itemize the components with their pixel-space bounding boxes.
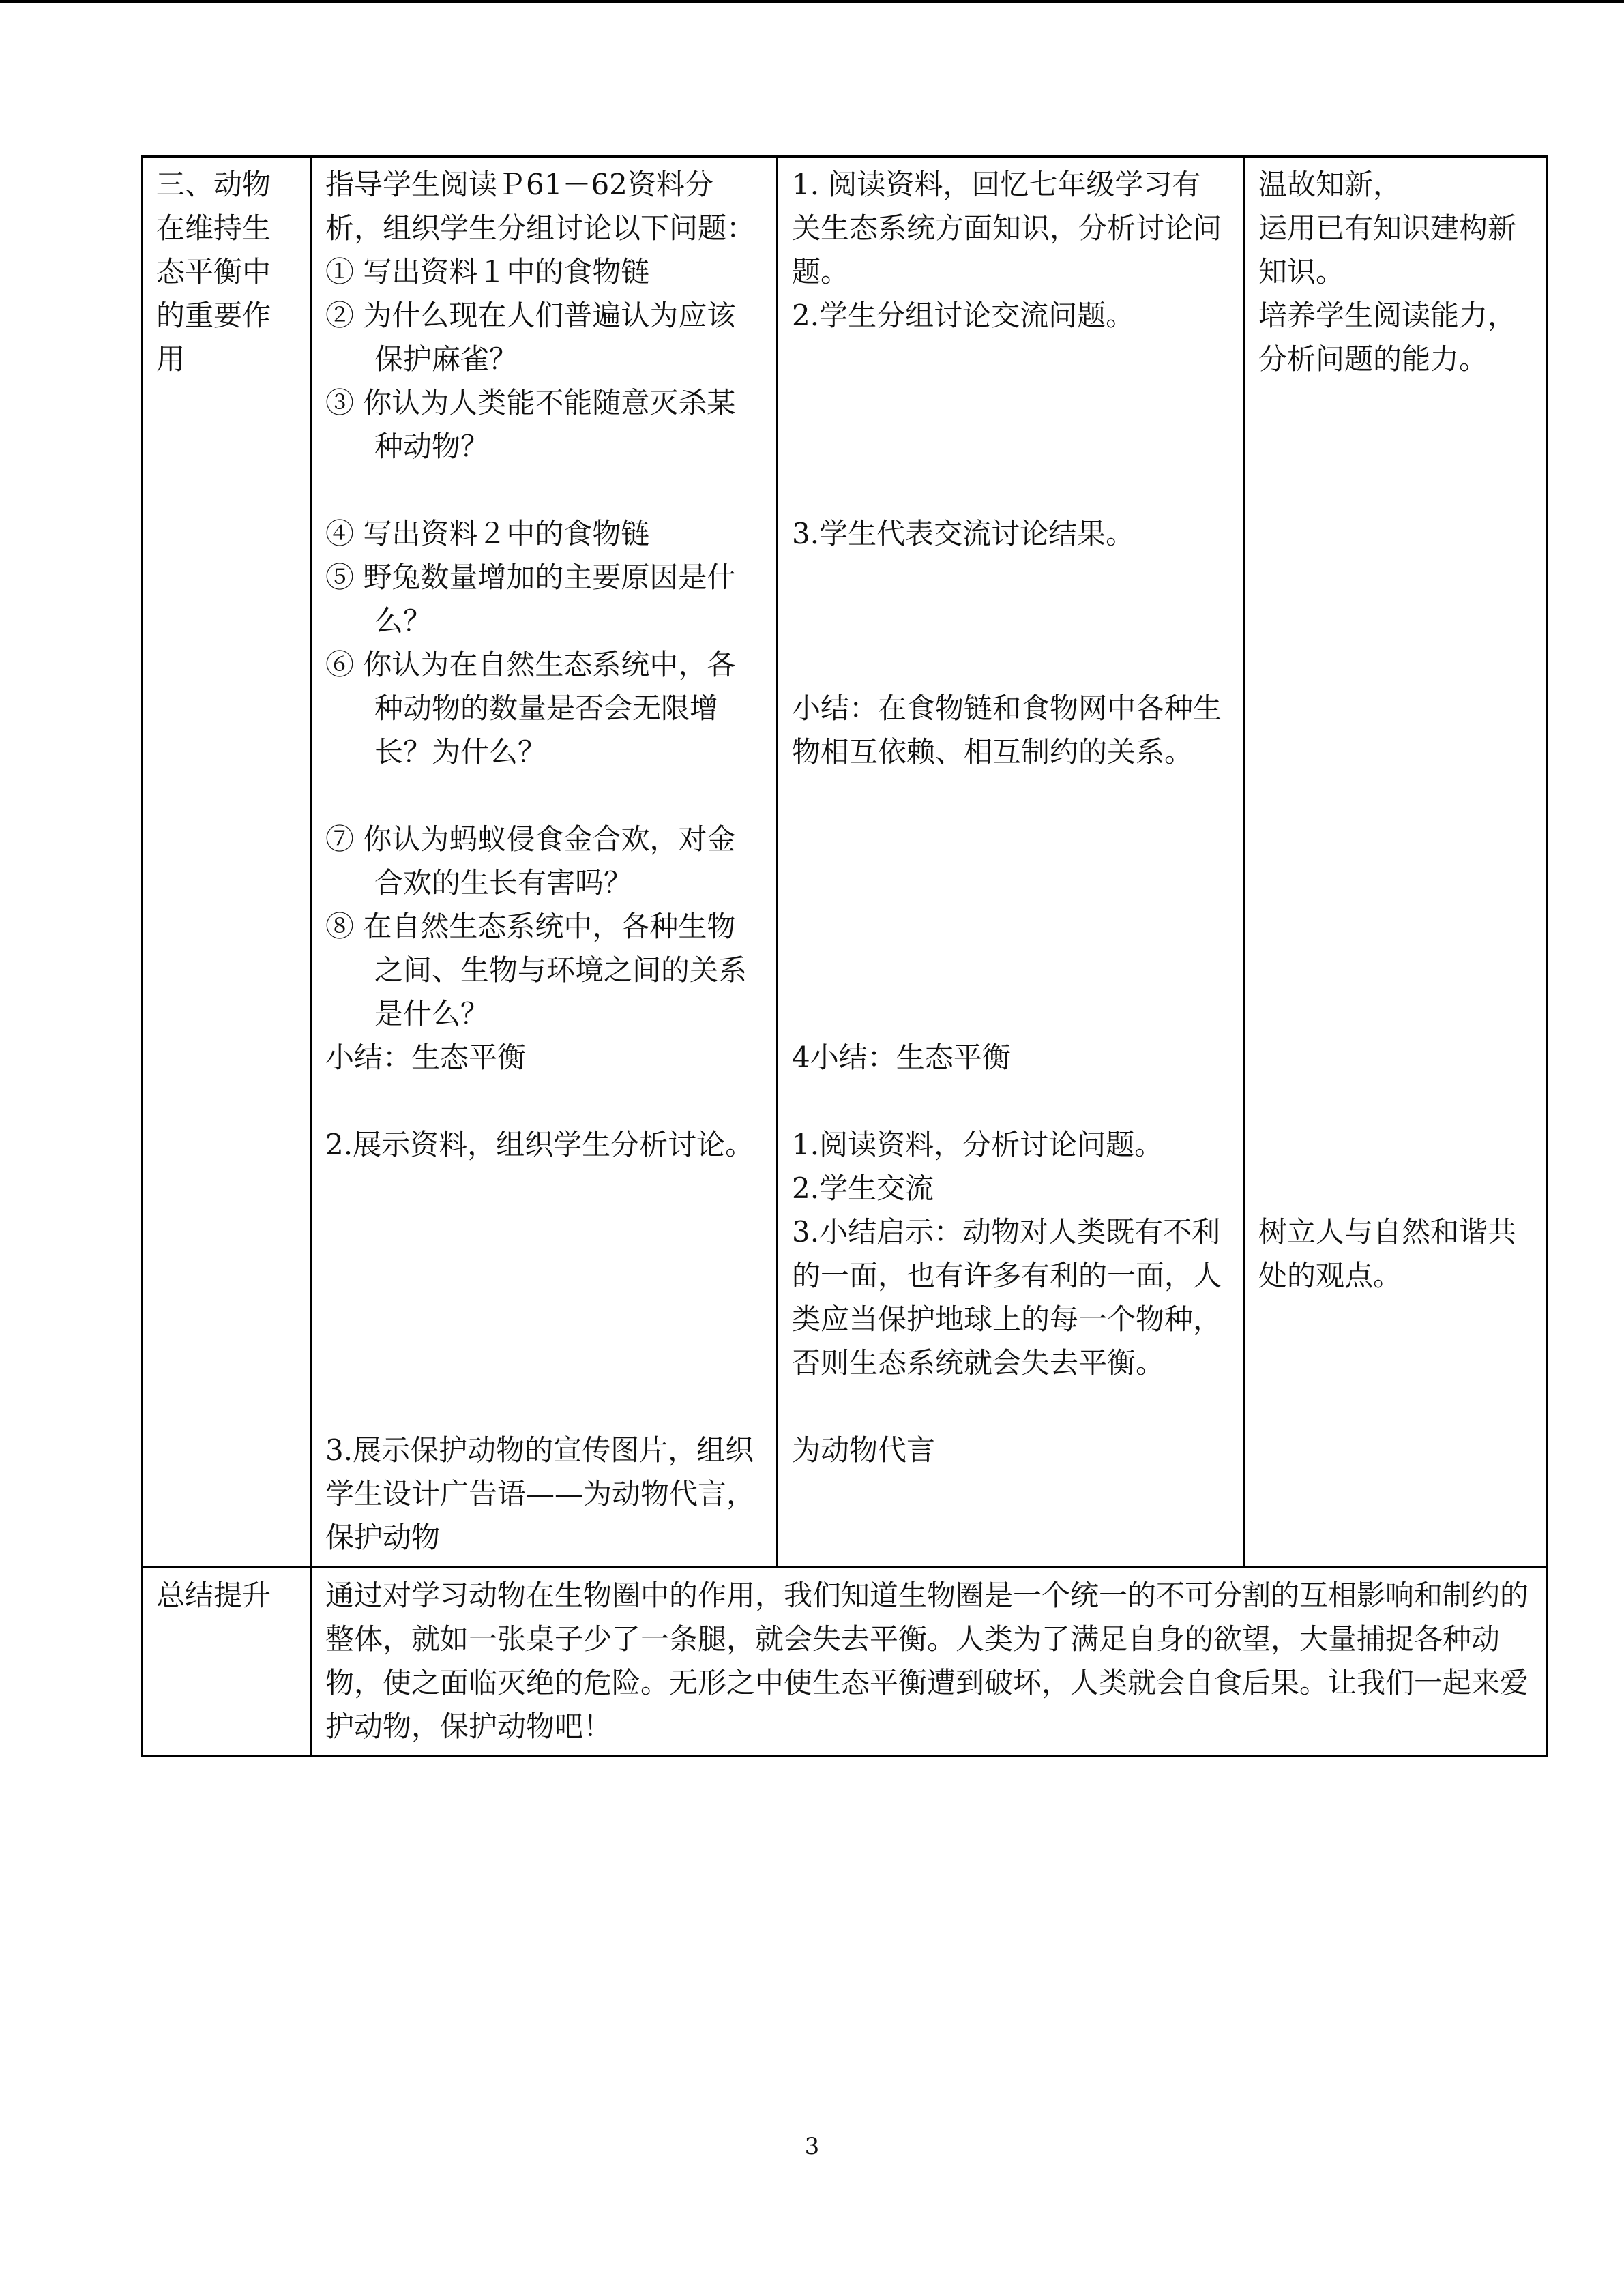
table-row-ecological-balance [142, 157, 1547, 1568]
spacer [792, 556, 1229, 599]
intent-3: 培养学生阅读能力，分析问题的能力。 [1258, 299, 1517, 376]
spacer [792, 1385, 1229, 1429]
spacer [1258, 1036, 1532, 1079]
spacer [792, 381, 1229, 425]
intent-4: 树立人与自然和谐共处的观点。 [1258, 1215, 1517, 1292]
spacer [792, 599, 1229, 643]
spacer [1258, 425, 1532, 468]
student-step-2: 2.学生分组讨论交流问题。 [792, 299, 1135, 332]
intent-2: 运用已有知识建构新知识。 [1258, 211, 1517, 288]
spacer [325, 1167, 763, 1210]
student-summary: 小结：在食物链和食物网中各种生物相互依赖、相互制约的关系。 [792, 691, 1222, 769]
spacer [325, 1385, 763, 1429]
spacer [1258, 1123, 1532, 1167]
spacer [1258, 468, 1532, 512]
student-part2-step-2: 2.学生交流 [792, 1172, 934, 1205]
question-8: ⑧ 在自然生态系统中，各种生物之间、生物与环境之间的关系是什么？ [325, 910, 748, 1030]
spacer [1258, 949, 1532, 992]
question-4: ④ 写出资料２中的食物链 [325, 517, 650, 550]
spacer [792, 818, 1229, 861]
spacer [1258, 1079, 1532, 1123]
spacer [1258, 512, 1532, 556]
summary-stage-title: 总结提升 [156, 1579, 271, 1612]
spacer [1258, 1167, 1532, 1210]
spacer [792, 468, 1229, 512]
lesson-plan-table [141, 155, 1548, 1757]
spacer [792, 1079, 1229, 1123]
question-6: ⑥ 你认为在自然生态系统中，各种动物的数量是否会无限增长？为什么？ [325, 648, 736, 769]
question-5: ⑤ 野兔数量增加的主要原因是什么？ [325, 561, 736, 638]
spacer [792, 992, 1229, 1036]
spacer [325, 1210, 763, 1254]
spacer [325, 1079, 763, 1123]
stage-title: 三、动物在维持生态平衡中的重要作用 [156, 168, 271, 376]
spacer [325, 1341, 763, 1385]
spacer [792, 425, 1229, 468]
spacer [1258, 818, 1532, 861]
spacer [1258, 730, 1532, 774]
page-number: 3 [804, 2133, 820, 2160]
spacer [792, 949, 1229, 992]
spacer [792, 643, 1229, 687]
stage-cell [142, 157, 311, 1568]
teacher-intro: 指导学生阅读Ｐ61－62资料分析，组织学生分组讨论以下问题： [325, 168, 756, 245]
spacer [325, 1298, 763, 1341]
spacer [325, 1254, 763, 1298]
spacer [1258, 687, 1532, 730]
spacer [1258, 381, 1532, 425]
question-1: ① 写出资料１中的食物链 [325, 255, 650, 288]
question-3: ③ 你认为人类能不能随意灭杀某种动物？ [325, 386, 736, 463]
teacher-activity-cell [311, 157, 778, 1568]
intent-1: 温故知新， [1258, 168, 1402, 201]
teacher-part-2: 2.展示资料，组织学生分析讨论。 [325, 1128, 754, 1161]
student-part2-step-1: 1.阅读资料，分析讨论问题。 [792, 1128, 1164, 1161]
spacer [1258, 861, 1532, 905]
student-step-3: 3.学生代表交流讨论结果。 [792, 517, 1135, 550]
top-border-line [0, 0, 1624, 3]
spacer [792, 338, 1229, 381]
spacer [1258, 905, 1532, 949]
spacer [1258, 599, 1532, 643]
question-7: ⑦ 你认为蚂蚁侵食金合欢，对金合欢的生长有害吗？ [325, 822, 736, 899]
student-part2-step-3: 3.小结启示：动物对人类既有不利的一面，也有许多有利的一面，人类应当保护地球上的每一个物种，否则生态系统就会失去平衡。 [792, 1215, 1222, 1380]
spacer [1258, 556, 1532, 599]
summary-content-cell [311, 1568, 1547, 1757]
spacer [792, 774, 1229, 818]
table-row-summary [142, 1568, 1547, 1757]
spacer [792, 861, 1229, 905]
student-step-1: 1. 阅读资料，回忆七年级学习有关生态系统方面知识，分析讨论问题。 [792, 168, 1222, 288]
student-part3: 为动物代言 [792, 1433, 936, 1467]
spacer [1258, 992, 1532, 1036]
summary-content: 通过对学习动物在生物圈中的作用，我们知道生物圈是一个统一的不可分割的互相影响和制约的整体，就如一张桌子少了一条腿，就会失去平衡。人类为了满足自身的欲望，大量捕捉各种动物，使之面临灭绝的危险。无形之中使生态平衡遭到破坏，人类就会自食后果。让我们一起来爱护动物，保护动物吧！ [325, 1579, 1529, 1743]
spacer [325, 468, 763, 512]
question-2: ② 为什么现在人们普遍认为应该保护麻雀？ [325, 299, 736, 376]
design-intent-cell [1244, 157, 1547, 1568]
spacer [1258, 643, 1532, 687]
spacer [792, 905, 1229, 949]
student-activity-cell [778, 157, 1244, 1568]
teacher-summary: 小结：生态平衡 [325, 1041, 527, 1074]
student-step-4: 4小结：生态平衡 [792, 1041, 1011, 1074]
spacer [1258, 774, 1532, 818]
spacer [325, 774, 763, 818]
teacher-part-3: 3.展示保护动物的宣传图片，组织学生设计广告语——为动物代言，保护动物 [325, 1433, 756, 1554]
stage-cell-summary [142, 1568, 311, 1757]
